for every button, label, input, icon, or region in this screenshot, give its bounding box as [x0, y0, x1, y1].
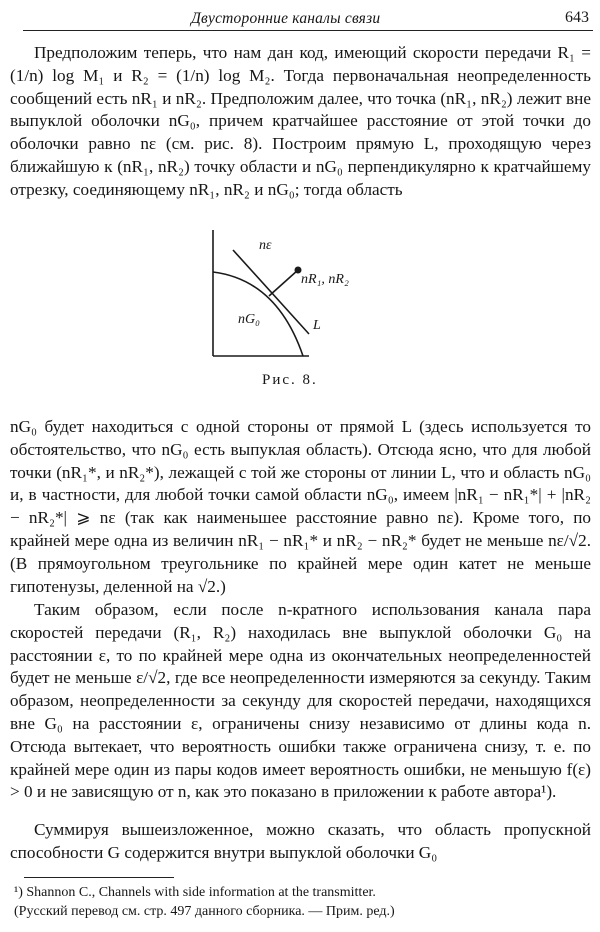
running-header — [23, 8, 593, 31]
paragraph-3-text: Таким образом, если после n-кратного использования канала пара скоростей передачи (R₁, R₂) находилась вне выпуклой оболочки G₀ на расстоянии ε, то по крайней мере одна из окончательных неопределенностей будет не меньше ε/√2, где все неопределенности измеряются за секунду. Таким образом, неопределенности за секунду для скоростей передачи, находящихся вне G₀ на расстоянии ε, ограничены снизу независимо от длины кода n. Отсюда вытекает, что вероятность ошибки также ограничена снизу, т. е. по крайней мере один из пары кодов имеет вероятность ошибки, не меньшую f(ε) > 0 и не зависящую от n, как это показано в приложении к работе автора¹). — [10, 600, 591, 802]
paragraph-1-text: Предположим теперь, что нам дан код, имеющий скорости передачи R₁ = (1/n) log M₁ и R₂ = (1/n) log M₂. Тогда первоначальная неопределенность сообщений есть nR₁ и nR₂. Предположим далее, что точка (nR₁, nR₂) лежит вне выпуклой оболочки nG₀, причем кратчайшее расстояние от этой точки до оболочки равно nε (см. рис. 8). Построим прямую L, проходящую через ближайшую к (nR₁, nR₂) точку области и nG₀ перпендикулярно к кратчайшему отрезку, соединяющему nR₁, nR₂ и nG₀; тогда область — [10, 43, 591, 199]
footnote-divider — [24, 877, 174, 878]
paragraph-4-text: Суммируя вышеизложенное, можно сказать, что область пропускной способности G содержится внутри выпуклой оболочки G₀ — [10, 820, 591, 862]
figure-caption: Рис. 8. — [262, 372, 318, 388]
paragraph-3 — [10, 599, 591, 804]
paragraph-2 — [10, 416, 591, 598]
header-title: Двусторонние каналы связи — [191, 10, 381, 27]
footnote-line-1: ¹) Shannon C., Channels with side information at the transmitter. — [14, 885, 376, 900]
paragraph-2-text: nG₀ будет находиться с одной стороны от прямой L (здесь используется то обстоятельство, что nG₀ есть выпуклая область). Отсюда ясно, что для любой точки (nR₁*, и nR₂*), лежащей с той же стороны от линии L, что и область nG₀ и, в частности, для любой точки самой области nG₀, имеем |nR₁ − nR₁*| + |nR₂ − nR₂*| ⩾ nε (так как наименьшее расстояние равно nε). Кроме того, по крайней мере одна из величин nR₁ − nR₁* и nR₂ − nR₂* будет не меньше nε/√2. (В прямоугольном треугольнике по крайней мере один катет не меньше гипотенузы, деленной на √2.) — [10, 417, 591, 596]
label-region: nG₀ — [238, 312, 260, 327]
label-ne: nε — [259, 238, 272, 253]
label-point: nR₁, nR₂ — [301, 272, 349, 287]
figure-8 — [205, 228, 365, 374]
label-line-L: L — [313, 318, 321, 333]
figure-8-diagram — [205, 228, 365, 374]
footnote-line-2: (Русский перевод см. стр. 497 данного сборника. — Прим. ред.) — [14, 904, 395, 919]
distance-segment — [269, 270, 298, 296]
paragraph-1 — [10, 42, 591, 202]
paragraph-4 — [10, 819, 591, 865]
page-number: 643 — [565, 9, 589, 26]
